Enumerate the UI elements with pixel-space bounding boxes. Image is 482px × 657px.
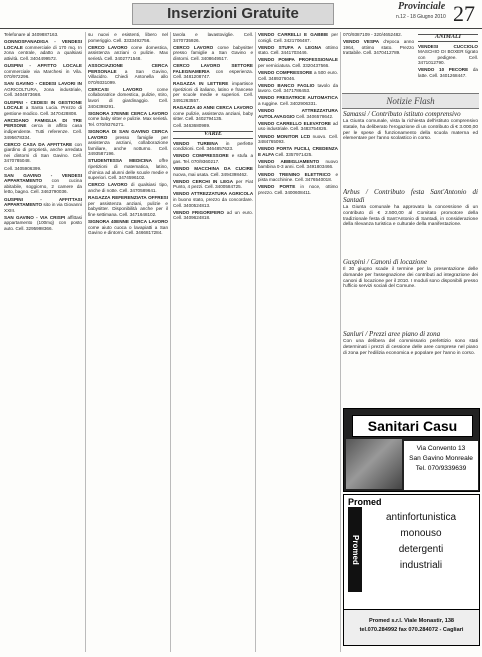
- classified-ad: [88, 32, 168, 43]
- classified-ad: [4, 39, 82, 61]
- classified-ad-heading: SIGNORA DI SAN GAVINO CERCA LAVORO: [88, 129, 168, 140]
- classified-ad-heading: SAN GAVINO - CEDESI LAVORI IN: [4, 81, 82, 87]
- classifieds-column-6: [418, 32, 478, 90]
- classified-ad: [258, 70, 338, 81]
- classified-ad-text: su nuovi e esistenti, libero nel pomeriggio. Cell. 3333492756.: [88, 32, 168, 43]
- classified-ad: [258, 184, 338, 195]
- classified-ad-text: Cell. 3405906399.: [4, 165, 42, 171]
- classified-ad: [88, 63, 168, 85]
- news-item: [343, 188, 478, 258]
- classified-ad-heading: VENDO TURBINA: [173, 140, 226, 146]
- news-title: Guspini / Canoni di locazione: [343, 258, 427, 266]
- classified-ad-heading: VENDO CARRELLI E GABBIE: [258, 32, 332, 37]
- section-title: Inserzioni Gratuite: [132, 3, 334, 25]
- classified-ad-text: a ruggine. Cell. 3402906331.: [258, 101, 317, 107]
- classified-ad: [258, 159, 338, 170]
- classified-ad: [4, 142, 82, 164]
- news-body: La Giunta comunale, vista la richiesta dell'istituto comprensivo statale, ha deliberato l'erogazione di un contributo di € 3.000,00 per le spese di funzionamento della scuola materna ed elementare per l'anno scolastico in corso.: [343, 119, 478, 142]
- classified-ad-text: a Santa Lucia. Prezzo di gestione modico. Cell. 3470428808.: [4, 105, 82, 116]
- column-divider: [85, 32, 86, 652]
- news-body: La Giunta comunale ha approvato la concessione di un contributo di € 2.500,00 al Comitato promotore della tradizionale festa di Sant'Antonio di Santadi, in considerazione della rilevanza turistica e culturale della manifestazione.: [343, 205, 478, 228]
- classified-ad: [258, 172, 338, 183]
- classified-ad-heading: RAGAZZA IN LETTERE: [173, 81, 233, 87]
- classified-ad-text: da latte. Cell. 3401268447.: [418, 67, 478, 79]
- classifieds-column-3: [173, 32, 253, 652]
- classified-ad: [4, 63, 82, 80]
- news-item: [343, 330, 478, 404]
- classified-ad-text: come pulizie, assistenza anziani, baby sitter. Cell. 3402794135.: [173, 110, 253, 122]
- news-title: Sanluri / Prezzi aree piano di zona: [343, 330, 441, 338]
- sanitari-casu-ad: [343, 408, 480, 492]
- classified-ad-text: offre ripetizioni di matematica, latino, chimica ad alunni delle scuole medie e superiori. Cell. 3474596102.: [88, 158, 168, 181]
- classifieds-column-2: [88, 32, 168, 652]
- classified-ad-heading: RAGAZZA 40 ANNI CERCA LAVORO: [173, 105, 253, 111]
- classified-ad-text: commerciale di 170 mq. In zona centrale, adatto a qualsiasi attività. Cell. 3404499572.: [4, 44, 82, 61]
- classified-ad-text: nuova, mai usata. Cell. 3494398462.: [173, 171, 248, 177]
- classified-ad-text: ad uso industriale. Cell. 3483754826.: [258, 120, 338, 132]
- classified-ad: [88, 45, 168, 62]
- ad-business-name: Sanitari Casu: [352, 415, 473, 437]
- classified-ad-text: tavolo da lavoro. Cell. 3471786453.: [258, 82, 338, 94]
- classified-ad-text: come baby sitter e pulizie. Max serietà. Tel. 070/9376271.: [88, 116, 168, 127]
- classified-ad-heading: ASSOCIAZIONE CERCA PERSONALE: [88, 62, 168, 74]
- section-heading: [418, 34, 478, 42]
- classified-ad: [258, 95, 338, 106]
- classified-ad-heading: GONNOSFANADIGA - VENDESI LOCALE: [4, 39, 82, 50]
- classified-ad: [343, 32, 414, 38]
- classified-ad: [88, 111, 168, 128]
- classified-ad-text: ottimo stato. Cell. 3441703446.: [258, 44, 338, 56]
- classified-ad: [4, 100, 82, 117]
- classified-ad-text: tavola e lavastoviglie. Cell. 3470735926.: [173, 32, 253, 43]
- classified-ad-heading: RAGAZZA REFERENZIATA OFFRESI: [88, 195, 168, 201]
- classified-ad-heading: VENDO PORTA FUCILI, CREDENZA E ALFA: [258, 146, 338, 157]
- classified-ad-heading: CERCO LAVORO: [173, 44, 218, 50]
- column-divider: [170, 32, 171, 652]
- classified-ad-text: per conigli. Cell. 3421706487.: [258, 32, 338, 43]
- classified-ad-text: come collaboratrice domestica, pulizie, stiro, lavori di giardinaggio. Cell. 3404398291.: [88, 86, 168, 109]
- classifieds-column-1: [4, 32, 82, 652]
- classified-ad-heading: VENDO COMPRESSORE: [173, 153, 232, 159]
- classified-ad-heading: VENDO ATTREZZATURA AGRICOLA: [173, 191, 253, 197]
- classified-ad: [258, 45, 338, 56]
- classified-ad: [4, 166, 82, 172]
- classified-ad: [4, 197, 82, 214]
- classified-ad: [4, 173, 82, 195]
- classified-ad-text: nuovo. Cell. 3484765093.: [258, 133, 338, 145]
- classified-ad: [173, 191, 253, 208]
- slogan-line: monouso: [400, 528, 442, 539]
- promed-logo: Promed: [348, 497, 382, 507]
- classified-ad-text: nuovo bambina 0-3 anni. Cell. 3491803466.: [258, 158, 338, 170]
- classified-ad-text: a 500 euro. Cell. 3489376046.: [258, 70, 338, 81]
- classified-ad-heading: VENDO FRESATRICE AUTOMATICA: [258, 95, 338, 101]
- news-item: [343, 258, 478, 330]
- classified-ad-text: Telefonare al 3409887163.: [4, 32, 59, 37]
- classified-ad: [343, 39, 414, 56]
- ad-phone: Tel. 070/9339639: [415, 465, 467, 472]
- news-body: Con una delibera del commissario prefettizio sono stati determinati i prezzi di cessione delle aree comprese nel piano di zona per l'edilizia economica e popolare per l'anno in corso.: [343, 339, 478, 356]
- classified-ad-text: come aiuto cuoca o lavapiatti a San Gavino e dintorni. Cell. 3466817284.: [88, 224, 168, 236]
- promed-slogan: [366, 510, 476, 574]
- classified-ad-text: d'epoca anno 1964, ottimo stato. Prezzo trattabile. Cell. 3470412789.: [343, 39, 414, 56]
- classified-ad-text: MASCHIO DI BOXER tigrato con pedigree. Cell. 3471012790.: [418, 49, 478, 66]
- classified-ad: [173, 141, 253, 152]
- ad-city: San Gavino Monreale: [409, 455, 473, 462]
- newspaper-logo: Provinciale: [398, 1, 446, 12]
- classified-ad: [4, 215, 82, 232]
- classified-ad-heading: VENDO BANCO FAGLIO: [258, 82, 318, 88]
- classified-ad-heading: VENDO ATTREZZATURA AUTOLAVAGGIO: [258, 108, 338, 119]
- classified-ad: [88, 182, 168, 193]
- promed-phones: tel.070.284992 fax 070.284072 - Cagliari: [359, 627, 464, 633]
- page-number: 27: [453, 1, 475, 26]
- classified-ad-heading: VENDO VESPA: [343, 39, 384, 45]
- classified-ad-text: 070/9387109 - 320/4652482.: [343, 32, 403, 37]
- classified-ad: [173, 210, 253, 221]
- classified-ad-text: e pista macchinine. Cell. 3476540018.: [258, 171, 338, 183]
- classified-ad-heading: VENDO MONITOR LCD: [258, 133, 313, 139]
- classified-ad: [173, 123, 253, 129]
- classifieds-column-5: [343, 32, 414, 90]
- classified-ad-text: in noce, ottimo prezzo. Cell. 3400608411.: [258, 184, 338, 195]
- classified-ad-heading: ANIMALI: [434, 34, 461, 40]
- classified-ad-heading: VENDO ABBIGLIAMENTO: [258, 158, 326, 164]
- classified-ad-heading: CERCO LAVORO: [88, 182, 131, 188]
- classified-ad-text: di qualsiasi tipo, anche di notte. Cell. 3470589641.: [88, 182, 168, 193]
- news-body: Il 30 giugno scade il termine per la presentazione delle domande per l'assegnazione dei contributi ad integrazione dei canoni di locazione per il 2010. I moduli sono disponibili presso l'ufficio servizi sociali del Comune.: [343, 267, 478, 290]
- issue-date: n.12 - 18 Giugno 2010: [396, 14, 446, 20]
- classified-ad-heading: GUSPINI - AFFITTO LOCALE: [4, 62, 82, 68]
- classified-ad-heading: CERCASI LAVORO: [88, 86, 157, 92]
- classified-ad-text: sito in via Giovanni XXIII.: [4, 202, 82, 213]
- masthead: [0, 0, 482, 29]
- classified-ad: [88, 158, 168, 180]
- classified-ad: [173, 153, 253, 164]
- classified-ad-heading: VENDO FRIGORIFERO: [173, 209, 227, 215]
- classified-ad-text: per Fiat Punto, 4 pezzi. Cell. 3400584725.: [173, 178, 253, 190]
- classified-ad: [4, 118, 82, 140]
- classified-ad-text: commerciale via Marchesi in Vila. 070/972296.: [4, 68, 82, 80]
- classified-ad-text: cerca in affitto casa indipendente. Tutti referenze. Cell. 3495678334.: [4, 123, 82, 140]
- news-item: [343, 110, 478, 188]
- classified-ad-text: a San Gavino, Villacidro. Chiedi Antonella allo 070/9331099.: [88, 68, 168, 85]
- classified-ad: [258, 57, 338, 68]
- ad-contact-info: [404, 441, 478, 490]
- classified-ad-heading: CERCO LAVORO: [88, 44, 131, 50]
- classified-ad-heading: VENDO PORTE: [258, 184, 301, 190]
- classified-ad-heading: VENDO COMPRESSORE: [258, 70, 314, 76]
- classified-ad-text: in perfette condizioni. Cell. 3464857623.: [173, 140, 253, 152]
- classified-ad: [4, 32, 82, 38]
- bathroom-photo: [346, 439, 402, 489]
- classified-ad-text: e stufa a gas. Tel. 070/9360217.: [173, 153, 253, 164]
- classified-ad-heading: VENDO CARRELLO ELEVATORE: [258, 120, 333, 126]
- column-divider: [255, 32, 256, 652]
- classified-ad-text: come domestica, assistenza anziani o pulizie. Max serietà. Cell. 3402771548.: [88, 44, 168, 61]
- classified-ad: [258, 83, 338, 94]
- news-title: Samassi / Contributo istituto comprensivo: [343, 110, 461, 118]
- classified-ad: [258, 121, 338, 132]
- classified-ad-heading: VENDO STUFA A LEGNA: [258, 44, 326, 50]
- slogan-line: detergenti: [398, 544, 444, 555]
- classified-ad-text: per verniciatura. Cell. 3320437566.: [258, 62, 330, 68]
- classified-ad: [88, 195, 168, 217]
- classified-ad: [173, 63, 253, 80]
- classified-ad-heading: SIGNORA 40ENNE CERCA LAVORO: [88, 218, 168, 224]
- classified-ad-text: Cell. 3357971425.: [275, 151, 313, 157]
- classified-ad-text: impartisce ripetizioni di italiano, latino e francese per scuole medie e superiori. Cell. 3491263557.: [173, 81, 253, 104]
- classified-ad-heading: VENDO MACCHINA DA CUCIRE: [173, 165, 253, 171]
- classified-ad-heading: SAN GAVINO - VIA CRISPI: [4, 214, 68, 220]
- classified-ad: [88, 87, 168, 109]
- classified-ad-heading: VENDO CERCHI IN LEGA: [173, 178, 236, 184]
- classified-ad-heading: CERCO CASA DA AFFITTARE: [4, 141, 75, 147]
- promed-ad: [343, 494, 480, 646]
- classified-ad-heading: SAN GAVINO - VENDESI APPARTAMENTO: [4, 172, 82, 184]
- classified-ad: [173, 166, 253, 177]
- classified-ad-heading: ARCIDANO FAMIGLIA DI TRE PERSONE: [4, 117, 82, 129]
- classified-ad-text: come babysitter presso famiglie a San Gavino e dintorni. Cell. 3408649517.: [173, 44, 253, 61]
- classified-ad: [88, 219, 168, 236]
- classified-ad-text: Cell. 3406578642.: [296, 113, 334, 119]
- column-divider: [340, 32, 341, 652]
- classified-ad-heading: CERCO LAVORO SETTORE FALEGNAMERIA: [173, 62, 253, 74]
- classified-ad-text: in buono stato, prezzo da concordare. Cell. 3400524813.: [173, 196, 253, 208]
- notizie-flash-banner: [342, 93, 479, 109]
- classified-ad-heading: GUSPINI - AFFITTASI APPARTAMENTO: [4, 196, 82, 208]
- section-heading: [173, 131, 253, 139]
- classified-ad-heading: VENDO POMPA PROFESSIONALE: [258, 57, 338, 63]
- classified-ad-text: per assistenza anziani, pulizie e babysitter. Disponibilità anche per il fine settimana. Cell. 3471648102.: [88, 200, 168, 217]
- classified-ad: [173, 179, 253, 190]
- classified-ad: [258, 32, 338, 43]
- classified-ad-heading: VENDO TRENINO ELETTRICO: [258, 171, 336, 177]
- classified-ad-text: presso famiglie per assistenza anziani, collaborazione familiare, anche notturno. Cell. 3493587196.: [88, 134, 168, 157]
- classified-ad-text: Cell. 3463680989.: [173, 123, 211, 129]
- classified-ad-text: con esperienza. Cell. 3481208747.: [173, 68, 253, 80]
- promed-contact: [344, 609, 479, 645]
- classified-ad: [88, 129, 168, 157]
- classified-ad: [173, 81, 253, 103]
- classified-ad: [258, 134, 338, 145]
- classified-ad: [173, 32, 253, 43]
- classified-ad: [418, 67, 478, 78]
- classifieds-column-4: [258, 32, 338, 652]
- classified-ad-text: AGRICOLTURA, zona industriale, Cell. 3404873668.: [4, 86, 82, 98]
- classified-ad: [173, 105, 253, 122]
- classified-ad-heading: SIGNORA 37ENNE CERCA LAVORO: [88, 110, 168, 116]
- news-title: Arbus / Contributo festa Sant'Antonio di Santadi: [343, 188, 478, 204]
- classified-ad: [258, 108, 338, 119]
- classified-ad: [173, 45, 253, 62]
- classified-ad: [4, 81, 82, 98]
- classified-ad-heading: VENDO 10 PECORE: [418, 67, 473, 73]
- classified-ad-heading: GUSPINI - CEDESI IN GESTIONE LOCALE: [4, 99, 82, 111]
- promed-address: Promed s.r.l. Viale Monastir, 138: [368, 618, 455, 624]
- notizie-flash-title: Notizie Flash: [386, 96, 435, 106]
- slogan-line: industriali: [399, 560, 443, 571]
- slogan-line: antinfortunistica: [385, 512, 457, 523]
- ad-address: Via Convento 13: [416, 445, 466, 452]
- classified-ad-text: con cucina abitabile, soggiorno, 2 camere da letto, bagno. Cell. 3463790036.: [4, 178, 82, 195]
- classified-ad-heading: VENDESI CUCCIOLO: [418, 43, 478, 49]
- classified-ad-text: affittasi appartamento (100mq) con posto auto. Cell. 3295998366.: [4, 214, 82, 231]
- classified-ad: [258, 146, 338, 157]
- classified-ad-heading: VARIE: [204, 131, 222, 137]
- classified-ad: [418, 44, 478, 66]
- classified-ad-heading: STUDENTESSA MEDICINA: [88, 158, 159, 164]
- classified-ad-text: con giardino di proprietà, anche arredata nei dintorni di San Gavino. Cell. 3470785048.: [4, 141, 82, 164]
- promed-vertical-brand: Promed: [348, 507, 362, 592]
- classified-ad-text: ad un euro. Cell. 3409624818.: [173, 209, 253, 221]
